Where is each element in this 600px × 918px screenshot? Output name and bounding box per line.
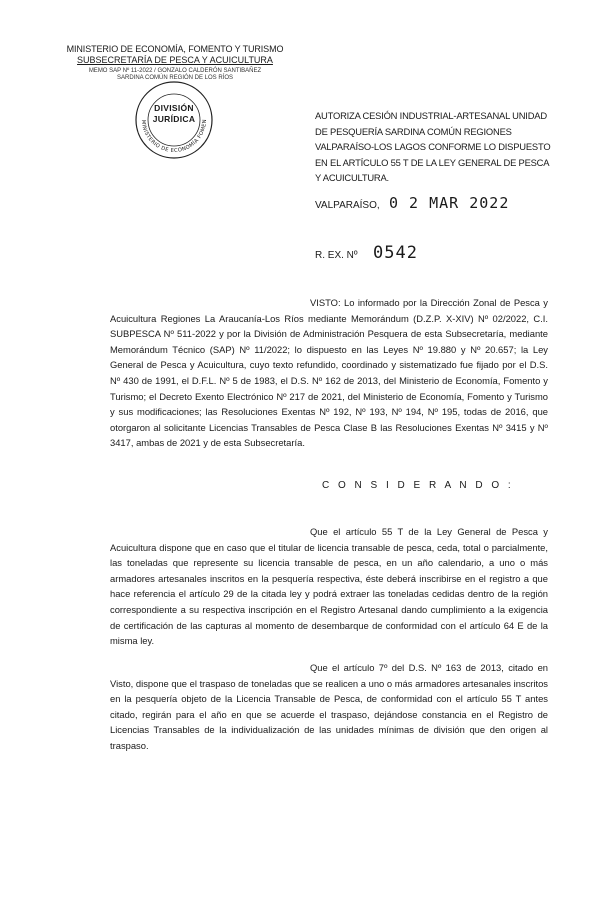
rex-label: R. EX. Nº [315, 250, 358, 261]
resolution-number-line [315, 243, 418, 263]
visto-paragraph [110, 295, 548, 451]
subsecretaria-name: SUBSECRETARÍA DE PESCA Y ACUICULTURA [77, 55, 273, 65]
paragraph-1-text: Que el artículo 55 T de la Ley General de Pesca y Acuicultura dispone que en caso que el titular de licencia transable de pesca, ceda, total o parcialmente, las toneladas que represente su licencia transable de pesca, en un año calendario, a uno o más armadores artesanales inscritos en la pesquería respectiva, éste deberá inscribirse en el registro a que hace referencia el artículo 29 de la citada ley y podrá extraer las toneladas cedidas dentro de la región correspondiente a su respectiva inscripción en el Registro Artesanal dando cumplimiento a la exigencia de certificación de las capturas al momento de desembarque de conformidad con el artículo 64 E de la misma ley. [110, 526, 548, 647]
seal-ring-icon [120, 80, 228, 188]
division-juridica-seal [120, 80, 228, 188]
memo-reference: MEMO SAP Nº 11-2022 / GONZALO CALDERÓN SANTIBAÑEZ [88, 68, 262, 74]
considerando-paragraph-1 [110, 524, 548, 649]
place-label: VALPARAÍSO, [315, 200, 380, 211]
visto-label: VISTO: [310, 297, 341, 308]
memo-reference-2: SARDINA COMÚN REGIÓN DE LOS RÍOS [116, 75, 234, 81]
visto-text: Lo informado por la Dirección Zonal de Pesca y Acuicultura Regiones La Araucanía-Los Ríos mediante Memorándum (D.Z.P. X-XIV) Nº 02/2022, C.I. SUBPESCA Nº 511-2022 y por la División de Administración Pesquera de esta Subsecretaría, mediante Memorándum Técnico (SAP) Nº 11/2022; lo dispuesto en las Leyes Nº 19.880 y Nº 20.657; la Ley General de Pesca y Acuicultura, cuyo texto refundido, coordinado y sistematizado fue fijado por el D.S. Nº 430 de 1991, el D.F.L. Nº 5 de 1983, el D.S. Nº 162 de 2013, del Ministerio de Economía, Fomento y Turismo; el Decreto Exento Electrónico Nº 217 de 2021, del Ministerio de Economía, Fomento y Turismo y sus modificaciones; las Resoluciones Exentas Nº 192, Nº 193, Nº 194, Nº 195, todas de 2016, que otorgaron al solicitante Licencias Transables de Pesca Clase B las Resoluciones Exentas Nº 3415 y Nº 3417, ambas de 2021 y de esta Subsecretaría. [110, 297, 548, 449]
letterhead [60, 44, 290, 81]
resolution-subject: AUTORIZA CESIÓN INDUSTRIAL-ARTESANAL UNIDAD DE PESQUERÍA SARDINA COMÚN REGIONES VALPARAÍSO-LOS LAGOS CONFORME LO DISPUESTO EN EL ARTÍCULO 55 T DE LA LEY GENERAL DE PESCA Y ACUICULTURA. [315, 110, 551, 183]
considerando-heading: C O N S I D E R A N D O : [322, 480, 514, 491]
seal-line-division: DIVISIÓN [154, 103, 194, 113]
considerando-paragraph-2 [110, 660, 548, 754]
date-line [315, 194, 510, 212]
date-stamp: 0 2 MAR 2022 [389, 194, 510, 212]
seal-ring-text: MINISTERIO DE ECONOMÍA FOMEN [139, 118, 209, 155]
ministry-name: MINISTERIO DE ECONOMÍA, FOMENTO Y TURISMO [66, 44, 284, 54]
paragraph-2-text: Que el artículo 7º del D.S. Nº 163 de 2013, citado en Visto, dispone que el traspaso de toneladas que se realicen a uno o más armadores artesanales inscritos en la pesquería objeto de la Licencia Transable de Pesca, de conformidad con el artículo 55 T antes citado, regirán para el año en que se acuerde el traspaso, dejándose constancia en el Registro de Licencias Transables de la individualización de las unidades mínimas de división que den origen al traspaso. [110, 662, 548, 751]
rex-number: 0542 [373, 243, 418, 263]
seal-line-juridica: JURÍDICA [152, 114, 196, 124]
